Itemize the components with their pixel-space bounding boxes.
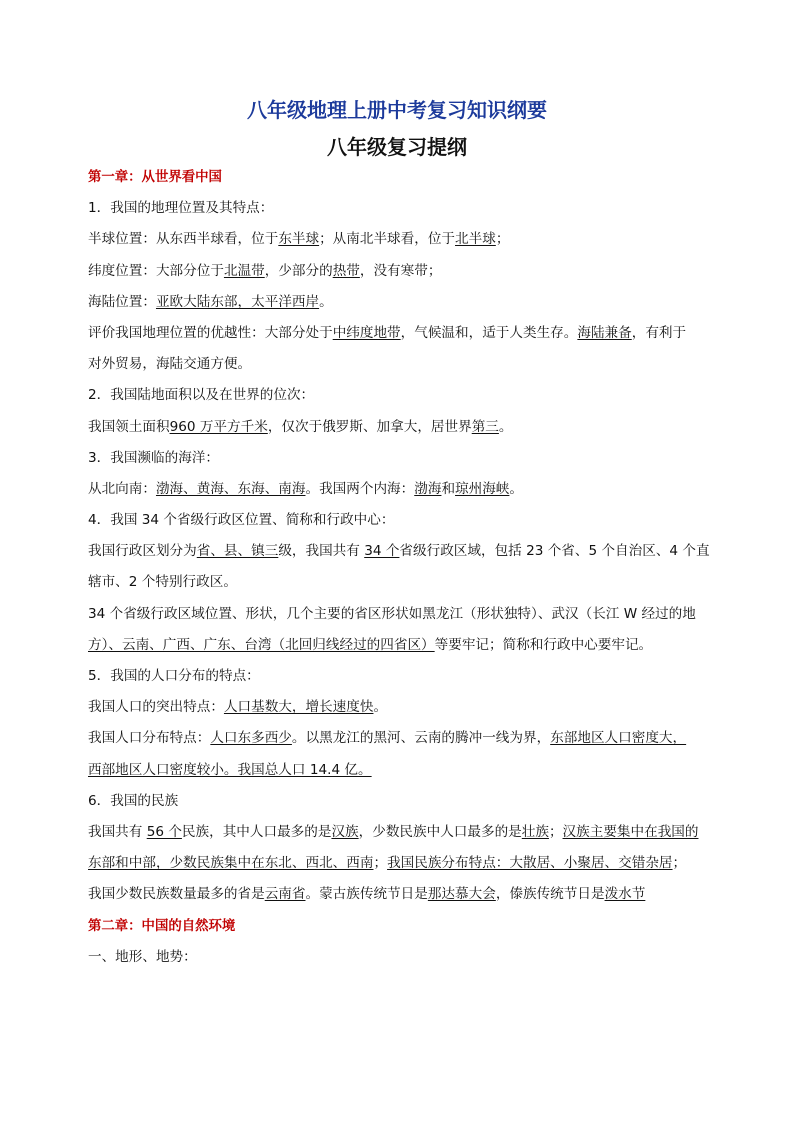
underlined-text: 我国民族分布特点：大散居、小聚居、交错杂居 bbox=[387, 855, 673, 872]
text-line bbox=[88, 412, 718, 443]
text-line bbox=[88, 879, 718, 910]
text-line bbox=[88, 942, 718, 973]
underlined-text: 北温带 bbox=[223, 262, 265, 279]
text-segment: 半球位置：从东西半球看，位于 bbox=[88, 231, 279, 248]
text-segment: 2．我国陆地面积以及在世界的位次： bbox=[88, 387, 315, 404]
underlined-text: 热带 bbox=[332, 262, 360, 279]
text-segment: 我国人口的突出特点： bbox=[88, 699, 224, 716]
underlined-text: 汉族主要集中在我国的 bbox=[562, 823, 699, 840]
text-segment: 4．我国 34 个省级行政区位置、简称和行政中心： bbox=[88, 512, 395, 529]
underlined-text: 省、县、镇三 bbox=[196, 543, 279, 560]
underlined-text: 渤海、黄海、东海、南海 bbox=[155, 480, 306, 497]
text-segment: ，没有寒带； bbox=[359, 262, 442, 279]
text-line bbox=[88, 630, 718, 661]
text-line bbox=[88, 536, 718, 567]
chapter-heading bbox=[88, 162, 718, 193]
underlined-text: 人口东多西少 bbox=[210, 730, 292, 747]
document-body bbox=[88, 162, 718, 973]
text-line bbox=[88, 224, 718, 255]
underlined-text: 东部和中部，少数民族集中在东北、西北、西南 bbox=[88, 855, 374, 872]
text-segment: 。我国两个内海： bbox=[305, 480, 415, 497]
text-segment: 一、地形、地势： bbox=[88, 948, 197, 965]
underlined-text: 亚欧大陆东部，太平洋西岸 bbox=[155, 293, 320, 310]
text-segment: ，气候温和，适于人类生存。 bbox=[400, 324, 578, 341]
underlined-text: 北半球 bbox=[455, 231, 496, 248]
text-line bbox=[88, 692, 718, 723]
text-segment: 和 bbox=[441, 480, 456, 497]
underlined-text: 人口基数大，增长速度快 bbox=[223, 699, 374, 716]
underlined-text: 泼水节 bbox=[604, 886, 646, 903]
text-segment: 海陆位置： bbox=[88, 293, 156, 310]
text-segment: ，少数民族中人口最多的是 bbox=[358, 823, 522, 840]
text-segment: 从北向南： bbox=[88, 480, 156, 497]
underlined-text: 渤海 bbox=[414, 480, 442, 497]
text-segment: 第一章：从世界看中国 bbox=[88, 170, 222, 185]
text-line bbox=[88, 505, 718, 536]
text-line bbox=[88, 349, 718, 380]
text-line bbox=[88, 755, 718, 786]
text-segment: 。 bbox=[319, 293, 333, 310]
text-line bbox=[88, 723, 718, 754]
text-segment: ，仅次于俄罗斯、加拿大，居世界 bbox=[267, 418, 472, 435]
underlined-text: 那达慕大会 bbox=[427, 886, 496, 903]
underlined-text: 中纬度地带 bbox=[332, 324, 401, 341]
underlined-text: 西部地区人口密度较小。我国总人口 14.4 亿。 bbox=[88, 761, 372, 778]
text-segment: ，傣族传统节日是 bbox=[495, 886, 605, 903]
text-line bbox=[88, 817, 718, 848]
text-segment: ，少部分的 bbox=[264, 262, 333, 279]
text-segment: 。以黑龙江的黑河、云南的腾冲一线为界， bbox=[291, 730, 551, 747]
text-segment: 。 bbox=[498, 418, 513, 435]
text-segment: 等要牢记；简称和行政中心要牢记。 bbox=[434, 636, 653, 653]
text-line bbox=[88, 287, 718, 318]
text-segment: ；从南北半球看，位于 bbox=[319, 231, 456, 248]
text-line bbox=[88, 193, 718, 224]
text-segment: 5．我国的人口分布的特点： bbox=[88, 668, 260, 684]
text-line bbox=[88, 474, 718, 505]
text-line bbox=[88, 567, 718, 598]
text-segment: ； bbox=[495, 231, 510, 248]
text-line bbox=[88, 380, 718, 411]
text-segment: 民族，其中人口最多的是 bbox=[181, 823, 332, 840]
document-title: 八年级地理上册中考复习知识纲要 bbox=[247, 98, 547, 122]
text-line bbox=[88, 661, 718, 692]
text-line bbox=[88, 318, 718, 349]
text-segment: 级，我国共有 bbox=[278, 543, 365, 560]
text-line bbox=[88, 599, 718, 630]
text-segment: ； bbox=[548, 823, 563, 840]
chapter-heading bbox=[88, 911, 718, 942]
text-segment: 我国共有 bbox=[88, 823, 147, 840]
text-line bbox=[88, 786, 718, 817]
underlined-text: 第三 bbox=[471, 418, 499, 435]
document-subtitle: 八年级复习提纲 bbox=[327, 135, 467, 159]
text-segment: ； bbox=[672, 855, 687, 872]
text-segment: 第二章：中国的自然环境 bbox=[88, 918, 236, 934]
text-segment: 我国少数民族数量最多的省是 bbox=[88, 886, 265, 903]
underlined-text: 海陆兼备 bbox=[577, 324, 632, 341]
text-segment: 3．我国濒临的海洋： bbox=[88, 449, 219, 466]
underlined-text: 东部地区人口密度大， bbox=[550, 730, 687, 747]
text-segment: 我国领土面积 bbox=[88, 418, 170, 435]
text-segment: 对外贸易，海陆交通方便。 bbox=[88, 356, 252, 373]
text-line bbox=[88, 443, 718, 474]
text-segment: 我国行政区划分为 bbox=[88, 543, 197, 560]
underlined-text: 56 个 bbox=[146, 823, 182, 840]
text-segment: 辖市、2 个特别行政区。 bbox=[88, 574, 237, 591]
text-segment: 评价我国地理位置的优越性：大部分处于 bbox=[88, 324, 333, 341]
underlined-text: 琼州海峡 bbox=[455, 480, 510, 497]
underlined-text: 方）、云南、广西、广东、台湾（北回归线经过的四省区） bbox=[88, 636, 435, 653]
text-segment: 纬度位置：大部分位于 bbox=[88, 262, 224, 279]
text-segment: 。蒙古族传统节日是 bbox=[305, 886, 428, 903]
text-segment: 我国人口分布特点： bbox=[88, 730, 211, 747]
underlined-text: 汉族 bbox=[331, 823, 359, 840]
underlined-text: 34 个 bbox=[364, 543, 400, 560]
underlined-text: 壮族 bbox=[521, 823, 549, 840]
underlined-text: 960 万平方千米 bbox=[169, 418, 268, 435]
text-segment: 6．我国的民族 bbox=[88, 792, 179, 809]
text-segment: ； bbox=[373, 855, 388, 872]
text-segment: 1．我国的地理位置及其特点： bbox=[88, 200, 274, 217]
underlined-text: 东半球 bbox=[278, 231, 320, 248]
text-segment: 。 bbox=[509, 480, 523, 497]
text-segment: 省级行政区域，包括 23 个省、5 个自治区、4 个直 bbox=[399, 543, 710, 560]
underlined-text: 云南省 bbox=[264, 886, 306, 903]
text-line bbox=[88, 256, 718, 287]
text-line bbox=[88, 848, 718, 879]
text-segment: 。 bbox=[373, 699, 388, 716]
text-segment: ，有利于 bbox=[631, 324, 687, 341]
text-segment: 34 个省级行政区域位置、形状，几个主要的省区形状如黑龙江（形状独特）、武汉（长江 W 经过的地 bbox=[88, 605, 696, 622]
